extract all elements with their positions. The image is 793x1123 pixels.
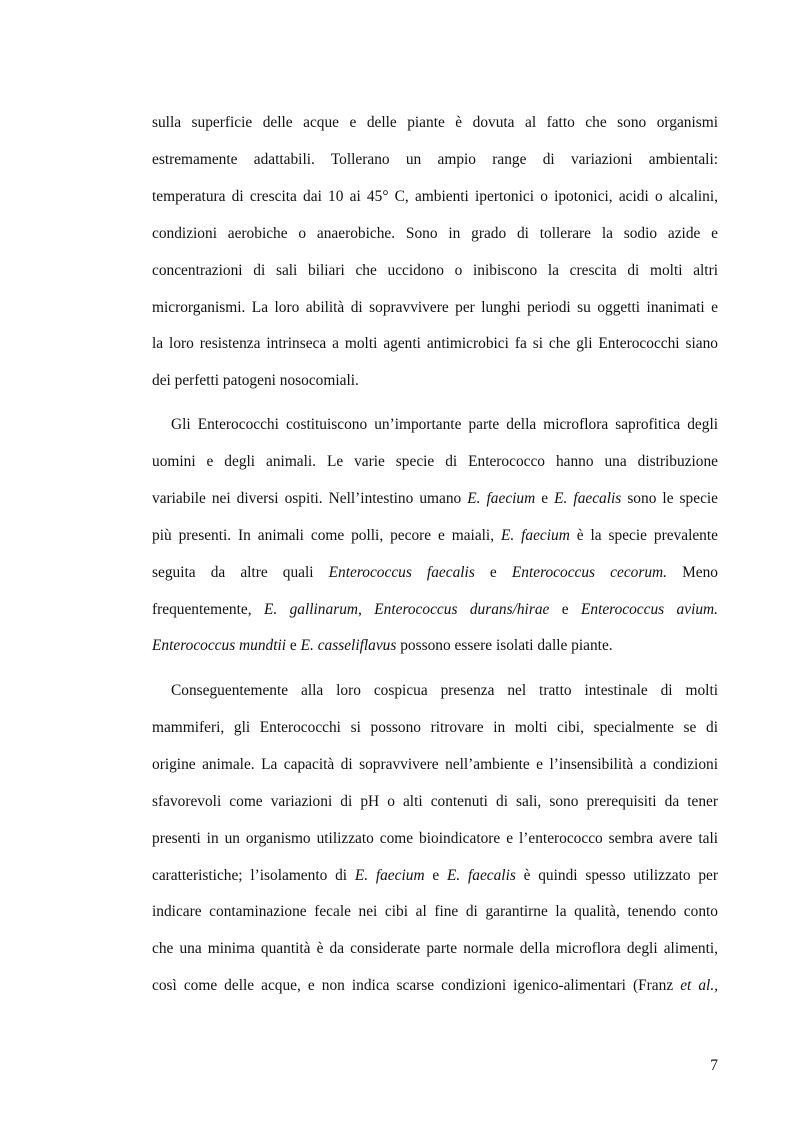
text-run: mammiferi, gli Enterococchi si possono ritrovare in molti cibi, specialmente se di xyxy=(152,718,718,736)
text-line xyxy=(152,718,718,738)
text-run: seguita da altre quali xyxy=(152,563,329,581)
text-run: estremamente adattabili. Tollerano un ampio range di variazioni ambientali: xyxy=(152,150,718,168)
italic-term: Enterococcus avium. xyxy=(580,600,719,618)
text-line xyxy=(152,452,718,472)
text-run: e xyxy=(286,637,301,655)
text-line xyxy=(152,489,718,509)
text-run: caratteristiche; l’isolamento di xyxy=(152,866,355,884)
text-run: frequentemente, xyxy=(152,600,264,618)
text-run: condizioni aerobiche o anaerobiche. Sono in grado di tollerare la sodio azide e xyxy=(152,224,718,242)
text-line xyxy=(152,976,718,996)
text-run: sulla superficie delle acque e delle piante è dovuta al fatto che sono organismi xyxy=(152,114,718,131)
italic-term: E. faecalis xyxy=(554,489,622,507)
text-run: sfavorevoli come variazioni di pH o alti contenuti di sali, sono prerequisiti da tener xyxy=(152,792,718,810)
text-line xyxy=(152,150,718,170)
text-run: sono le specie xyxy=(621,489,719,507)
text-run: è quindi spesso utilizzato per xyxy=(515,866,719,884)
text-run: origine animale. La capacità di sopravvivere nell’ambiente e l’insensibilità a condizioni xyxy=(152,755,718,773)
text-line xyxy=(152,187,718,207)
text-line xyxy=(152,636,718,656)
text-run: uomini e degli animali. Le varie specie di Enterococco hanno una distribuzione xyxy=(152,452,718,470)
text-run: e xyxy=(474,563,512,581)
italic-term: Enterococcus faecalis xyxy=(328,563,475,581)
italic-term: E. gallinarum, Enterococcus durans/hirae xyxy=(263,600,550,618)
text-run: così come delle acque, e non indica scarse condizioni igenico-alimentari (Franz xyxy=(152,977,681,995)
italic-term: Enterococcus cecorum. xyxy=(511,563,667,581)
text-line xyxy=(152,829,718,849)
italic-term: Enterococcus mundtii xyxy=(152,637,287,655)
italic-term: et al., xyxy=(680,977,719,995)
italic-term: E. faecalis xyxy=(446,866,516,884)
text-run: possono essere isolati dalle piante. xyxy=(396,637,613,655)
text-run: concentrazioni di sali biliari che uccidono o inibiscono la crescita di molti altri xyxy=(152,261,718,279)
text-run: la loro resistenza intrinseca a molti agenti antimicrobici fa si che gli Enterococchi siano xyxy=(152,335,718,353)
text-line xyxy=(152,866,718,886)
italic-term: E. faecium xyxy=(354,866,425,884)
text-line xyxy=(171,415,718,435)
italic-term: E. faecium xyxy=(467,489,536,507)
text-run: più presenti. In animali come polli, pecore e maiali, xyxy=(152,526,501,544)
text-line xyxy=(152,792,718,812)
text-line xyxy=(171,681,718,701)
text-line xyxy=(152,902,718,922)
text-run: e xyxy=(535,489,555,507)
text-line xyxy=(152,939,718,959)
text-line xyxy=(152,526,718,546)
text-line xyxy=(152,334,718,354)
italic-term: E. faecium xyxy=(500,526,570,544)
text-run: Conseguentemente alla loro cospicua presenza nel tratto intestinale di molti xyxy=(171,682,718,699)
text-line xyxy=(152,600,718,620)
text-run: che una minima quantità è da considerate parte normale della microflora degli alimenti, xyxy=(152,940,718,958)
text-line xyxy=(152,261,718,281)
page-number: 7 xyxy=(710,1057,718,1074)
text-line xyxy=(152,755,718,775)
text-line xyxy=(152,371,718,391)
text-line xyxy=(152,224,718,244)
text-line xyxy=(152,563,718,583)
text-run: dei perfetti patogeni nosocomiali. xyxy=(152,372,359,390)
text-run: è la specie prevalente xyxy=(569,526,718,544)
text-run: e xyxy=(424,866,447,884)
text-run: indicare contaminazione fecale nei cibi al fine di garantirne la qualità, tenendo conto xyxy=(152,903,718,921)
text-run: temperatura di crescita dai 10 ai 45° C, ambienti ipertonici o ipotonici, acidi o alcalini, xyxy=(152,187,718,205)
text-line xyxy=(152,298,718,318)
text-run: Gli Enterococchi costituiscono un’importante parte della microflora saprofitica degli xyxy=(171,416,718,433)
italic-term: E. casseliflavus xyxy=(300,637,397,655)
text-line xyxy=(152,113,718,133)
text-run: variabile nei diversi ospiti. Nell’intestino umano xyxy=(152,489,468,507)
text-run: microrganismi. La loro abilità di sopravvivere per lunghi periodi su oggetti inanimati e xyxy=(152,298,718,316)
text-run: e xyxy=(549,600,581,618)
text-run: presenti in un organismo utilizzato come bioindicatore e l’enterococco sembra avere tali xyxy=(152,829,718,847)
text-run: Meno xyxy=(667,563,719,581)
